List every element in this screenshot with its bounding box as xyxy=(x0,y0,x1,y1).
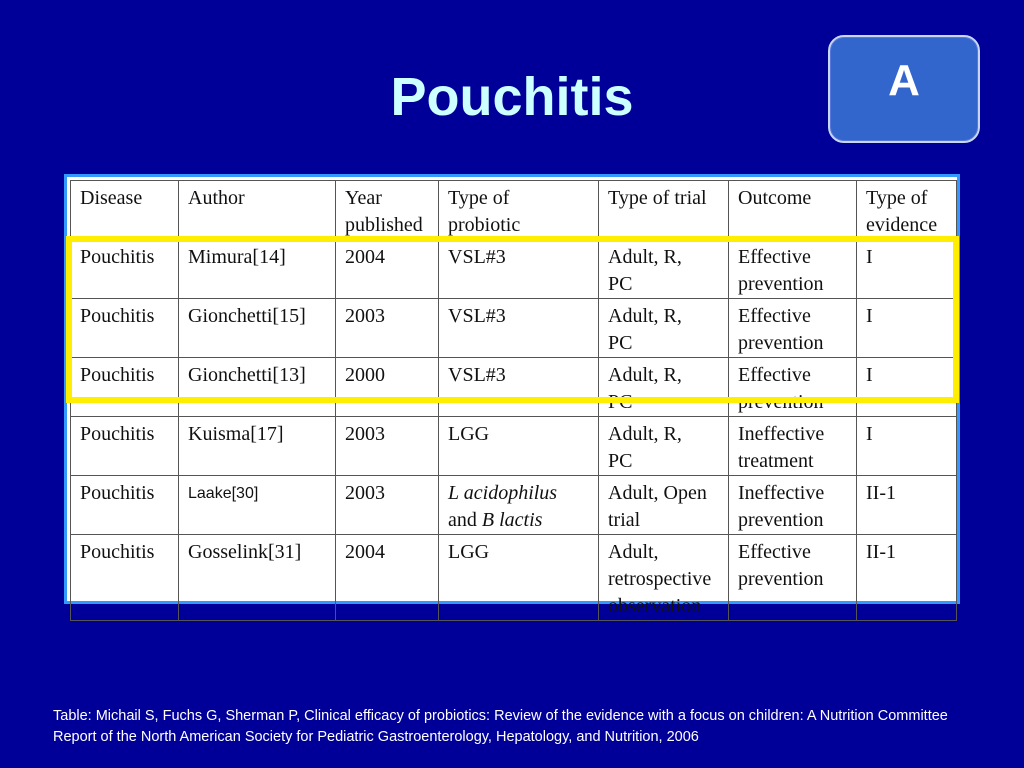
header-year: Year published xyxy=(336,181,439,240)
table-header-row xyxy=(71,181,957,240)
header-outcome: Outcome xyxy=(729,181,857,240)
cell-year: 2003 xyxy=(336,476,439,535)
cell-trial: Adult, R, PC xyxy=(599,417,729,476)
cell-author: Gosselink[31] xyxy=(179,535,336,621)
cell-disease: Pouchitis xyxy=(71,476,179,535)
cell-trial: Adult, Open trial xyxy=(599,476,729,535)
cell-probiotic: L acidophilus and B lactis xyxy=(439,476,599,535)
cell-evidence: I xyxy=(857,240,957,299)
cell-evidence: II-1 xyxy=(857,535,957,621)
cell-outcome: Effective prevention xyxy=(729,240,857,299)
cell-trial: Adult, R, PC xyxy=(599,299,729,358)
cell-author: Mimura[14] xyxy=(179,240,336,299)
table-row xyxy=(71,417,957,476)
cell-evidence: II-1 xyxy=(857,476,957,535)
header-disease: Disease xyxy=(71,181,179,240)
cell-author: Laake[30] xyxy=(179,476,336,535)
highlight-box xyxy=(66,236,959,403)
header-trial: Type of trial xyxy=(599,181,729,240)
cell-author: Gionchetti[15] xyxy=(179,299,336,358)
cell-probiotic: VSL#3 xyxy=(439,358,599,417)
header-probiotic: Type of probiotic xyxy=(439,181,599,240)
cell-year: 2000 xyxy=(336,358,439,417)
cell-trial: Adult, R, PC xyxy=(599,358,729,417)
cell-outcome: Ineffective treatment xyxy=(729,417,857,476)
cell-year: 2003 xyxy=(336,417,439,476)
cell-disease: Pouchitis xyxy=(71,417,179,476)
cell-probiotic: VSL#3 xyxy=(439,299,599,358)
cell-author: Gionchetti[13] xyxy=(179,358,336,417)
cell-trial: Adult, retrospective observation xyxy=(599,535,729,621)
table-row xyxy=(71,535,957,621)
cell-disease: Pouchitis xyxy=(71,240,179,299)
cell-outcome: Effective prevention xyxy=(729,535,857,621)
section-badge xyxy=(828,35,980,143)
header-author: Author xyxy=(179,181,336,240)
cell-outcome: Effective prevention xyxy=(729,299,857,358)
cell-disease: Pouchitis xyxy=(71,299,179,358)
header-evidence: Type of evidence xyxy=(857,181,957,240)
cell-disease: Pouchitis xyxy=(71,358,179,417)
cell-year: 2004 xyxy=(336,535,439,621)
cell-evidence: I xyxy=(857,358,957,417)
cell-evidence: I xyxy=(857,299,957,358)
cell-author: Kuisma[17] xyxy=(179,417,336,476)
section-badge-label: A xyxy=(888,56,920,105)
cell-year: 2003 xyxy=(336,299,439,358)
slide-title: Pouchitis xyxy=(390,67,634,127)
cell-probiotic: LGG xyxy=(439,535,599,621)
cell-outcome: Ineffective prevention xyxy=(729,476,857,535)
table-row xyxy=(71,476,957,535)
cell-outcome: Effective prevention xyxy=(729,358,857,417)
cell-probiotic: LGG xyxy=(439,417,599,476)
cell-trial: Adult, R, PC xyxy=(599,240,729,299)
cell-probiotic: VSL#3 xyxy=(439,240,599,299)
cell-evidence: I xyxy=(857,417,957,476)
cell-disease: Pouchitis xyxy=(71,535,179,621)
cell-year: 2004 xyxy=(336,240,439,299)
citation-caption: Table: Michail S, Fuchs G, Sherman P, Clinical efficacy of probiotics: Review of the evidence with a focus on children: A Nutrition Committee Report of the North American Society for Pediatric Gastroenterology, Hepatology, and Nutrition, 2006 xyxy=(53,708,948,745)
